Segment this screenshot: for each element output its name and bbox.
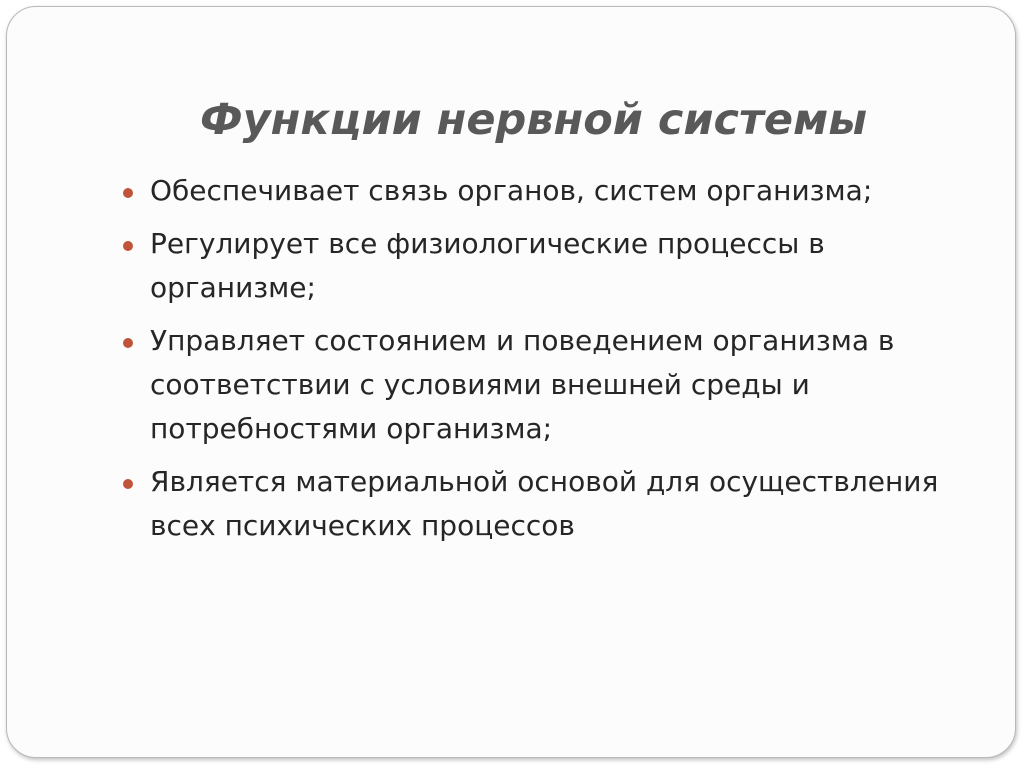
circle-bullet-icon [123, 479, 133, 489]
bullet-text: Управляет состоянием и поведением организма в соответствии с условиями внешней среды и потребностями организма; [150, 324, 895, 445]
circle-bullet-icon [123, 241, 133, 251]
list-item [120, 222, 960, 310]
bullet-text: Является материальной основой для осуществления всех психических процессов [150, 465, 939, 542]
bullet-text: Регулирует все физиологические процессы в организме; [150, 227, 825, 304]
circle-bullet-icon [123, 338, 133, 348]
slide-frame [6, 6, 1016, 758]
bullet-text: Обеспечивает связь органов, систем организма; [150, 174, 873, 207]
list-item [120, 460, 960, 548]
list-item [120, 169, 960, 213]
list-item [120, 319, 960, 451]
bullet-list [120, 169, 960, 557]
slide-title: Функции нервной системы [200, 95, 868, 145]
circle-bullet-icon [123, 188, 133, 198]
